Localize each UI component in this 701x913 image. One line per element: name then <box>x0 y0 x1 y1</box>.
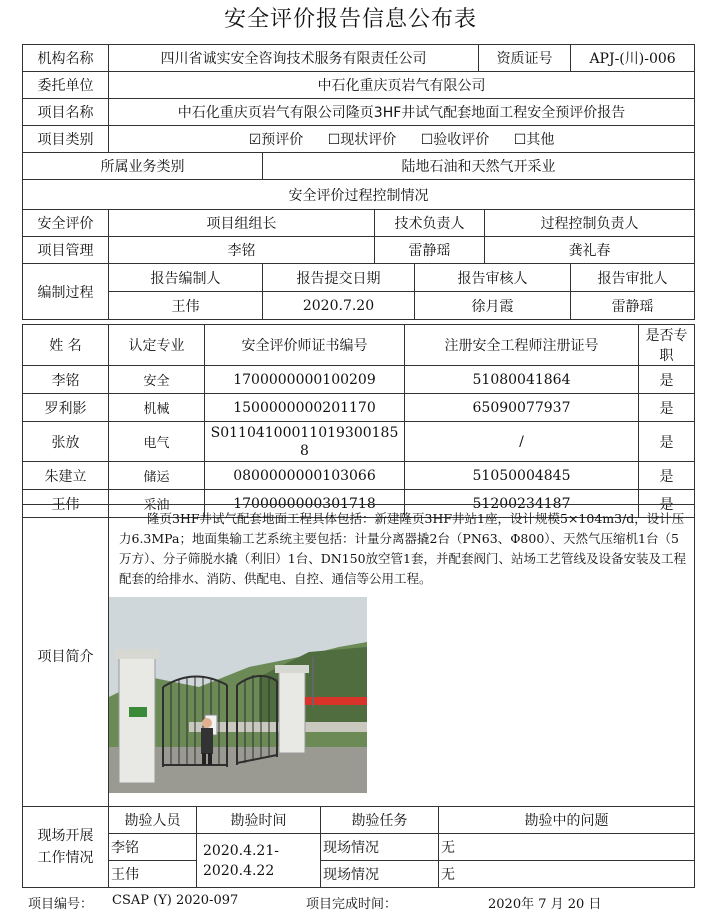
staff-reg: 65090077937 <box>405 394 639 422</box>
site-label <box>23 807 109 888</box>
compile-label: 编制过程 <box>23 264 109 320</box>
management-label-2: 项目管理 <box>23 237 109 264</box>
summary-text: 隆页3HF井试气配套地面工程具体包括：新建隆页3HF井站1座，设计规模5×104m3/d，设计压力6.3MPa；地面集输工艺系统主要包括：计量分离器撬2台（PN63、Φ800）、天然气压缩机1台（5万方）、分子筛脱水撬（利旧）1台、DN150放空管1套，并配套阀门、站场工艺管线及设备安装及工程配套的给排水、消防、供配电、自控、通信等公用工程。 <box>119 511 686 586</box>
site-time-start: 2020.4.21- <box>203 842 279 859</box>
table-row <box>23 422 695 462</box>
staff-name: 王伟 <box>23 490 109 518</box>
complete-label: 项目完成时间： <box>306 897 398 912</box>
project-type-options <box>109 126 695 153</box>
site-photo <box>109 597 367 793</box>
compile-header-author: 报告编制人 <box>109 264 263 292</box>
site-person: 王伟 <box>109 861 197 888</box>
cert-label: 资质证号 <box>479 45 571 72</box>
checkbox-pre-evaluation[interactable]: ☑预评价 <box>248 132 304 148</box>
compile-header-date: 报告提交日期 <box>263 264 415 292</box>
site-header-task: 勘验任务 <box>321 807 439 834</box>
site-task: 现场情况 <box>321 834 439 861</box>
management-label-1: 安全评价 <box>23 210 109 237</box>
project-no-label: 项目编号： <box>28 897 94 912</box>
staff-major: 储运 <box>109 462 205 490</box>
staff-header-reg: 注册安全工程师注册证号 <box>405 325 639 366</box>
staff-major: 机械 <box>109 394 205 422</box>
staff-major: 电气 <box>109 422 205 462</box>
staff-major: 采油 <box>109 490 205 518</box>
staff-reg: 51050004845 <box>405 462 639 490</box>
staff-cert: 1500000000201170 <box>205 394 405 422</box>
table-row <box>23 394 695 422</box>
staff-fulltime: 是 <box>639 490 695 518</box>
staff-fulltime: 是 <box>639 462 695 490</box>
compile-value-date: 2020.7.20 <box>263 292 415 320</box>
site-task: 现场情况 <box>321 861 439 888</box>
staff-cert: 1700000000100209 <box>205 366 405 394</box>
site-time-end: 2020.4.22 <box>203 862 275 879</box>
business-label: 所属业务类别 <box>23 153 263 180</box>
mgmt-header-control: 过程控制负责人 <box>485 210 695 237</box>
compile-header-approver: 报告审批人 <box>571 264 695 292</box>
process-header: 安全评价过程控制情况 <box>23 180 695 210</box>
staff-reg: 51200234187 <box>405 490 639 518</box>
staff-header-fulltime: 是否专职 <box>639 325 695 366</box>
staff-major: 安全 <box>109 366 205 394</box>
table-row <box>23 366 695 394</box>
staff-name: 罗利影 <box>23 394 109 422</box>
compile-value-reviewer: 徐月霞 <box>415 292 571 320</box>
site-header-issue: 勘验中的问题 <box>439 807 695 834</box>
staff-fulltime: 是 <box>639 394 695 422</box>
staff-reg: / <box>405 422 639 462</box>
staff-reg: 51080041864 <box>405 366 639 394</box>
site-label-line2: 工作情况 <box>37 850 94 866</box>
checkbox-other[interactable]: ☐其他 <box>513 132 555 148</box>
compile-value-approver: 雷静瑶 <box>571 292 695 320</box>
project-no: CSAP (Y) 2020-097 <box>112 893 239 908</box>
staff-fulltime: 是 <box>639 422 695 462</box>
client-label: 委托单位 <box>23 72 109 99</box>
staff-cert: 0800000000103066 <box>205 462 405 490</box>
staff-name: 朱建立 <box>23 462 109 490</box>
business-value: 陆地石油和天然气开采业 <box>263 153 695 180</box>
site-label-line1: 现场开展 <box>37 828 94 844</box>
site-time <box>197 834 321 888</box>
staff-table <box>22 324 695 518</box>
org-value: 四川省诚实安全咨询技术服务有限责任公司 <box>109 45 479 72</box>
checkbox-status-evaluation[interactable]: ☐现状评价 <box>327 132 397 148</box>
mgmt-header-tech: 技术负责人 <box>375 210 485 237</box>
staff-header-cert: 安全评价师证书编号 <box>205 325 405 366</box>
compile-value-author: 王伟 <box>109 292 263 320</box>
site-issue: 无 <box>439 834 695 861</box>
mgmt-value-tech: 雷静瑶 <box>375 237 485 264</box>
mgmt-value-control: 龚礼春 <box>485 237 695 264</box>
client-value: 中石化重庆页岩气有限公司 <box>109 72 695 99</box>
mgmt-value-leader: 李铭 <box>109 237 375 264</box>
site-photo-image <box>109 597 367 793</box>
summary-table <box>22 504 695 888</box>
info-table <box>22 44 695 320</box>
project-type-label: 项目类别 <box>23 126 109 153</box>
page-title: 安全评价报告信息公布表 <box>223 7 477 32</box>
staff-fulltime: 是 <box>639 366 695 394</box>
staff-name: 张放 <box>23 422 109 462</box>
site-header-people: 勘验人员 <box>109 807 197 834</box>
staff-header-name: 姓 名 <box>23 325 109 366</box>
table-row <box>23 462 695 490</box>
project-name-label: 项目名称 <box>23 99 109 126</box>
checkbox-acceptance-evaluation[interactable]: ☐验收评价 <box>420 132 490 148</box>
org-label: 机构名称 <box>23 45 109 72</box>
summary-label: 项目简介 <box>23 505 109 807</box>
site-header-time: 勘验时间 <box>197 807 321 834</box>
summary-cell <box>109 505 695 807</box>
staff-name: 李铭 <box>23 366 109 394</box>
staff-cert: S011041000110193001858 <box>205 422 405 462</box>
mgmt-header-leader: 项目组组长 <box>109 210 375 237</box>
site-issue: 无 <box>439 861 695 888</box>
staff-cert: 1700000000301718 <box>205 490 405 518</box>
staff-header-major: 认定专业 <box>109 325 205 366</box>
complete-date: 2020年 7 月 20 日 <box>488 897 602 912</box>
project-name-value: 中石化重庆页岩气有限公司隆页3HF井试气配套地面工程安全预评价报告 <box>109 99 695 126</box>
compile-header-reviewer: 报告审核人 <box>415 264 571 292</box>
cert-value: APJ-(川)-006 <box>571 45 695 72</box>
site-person: 李铭 <box>109 834 197 861</box>
